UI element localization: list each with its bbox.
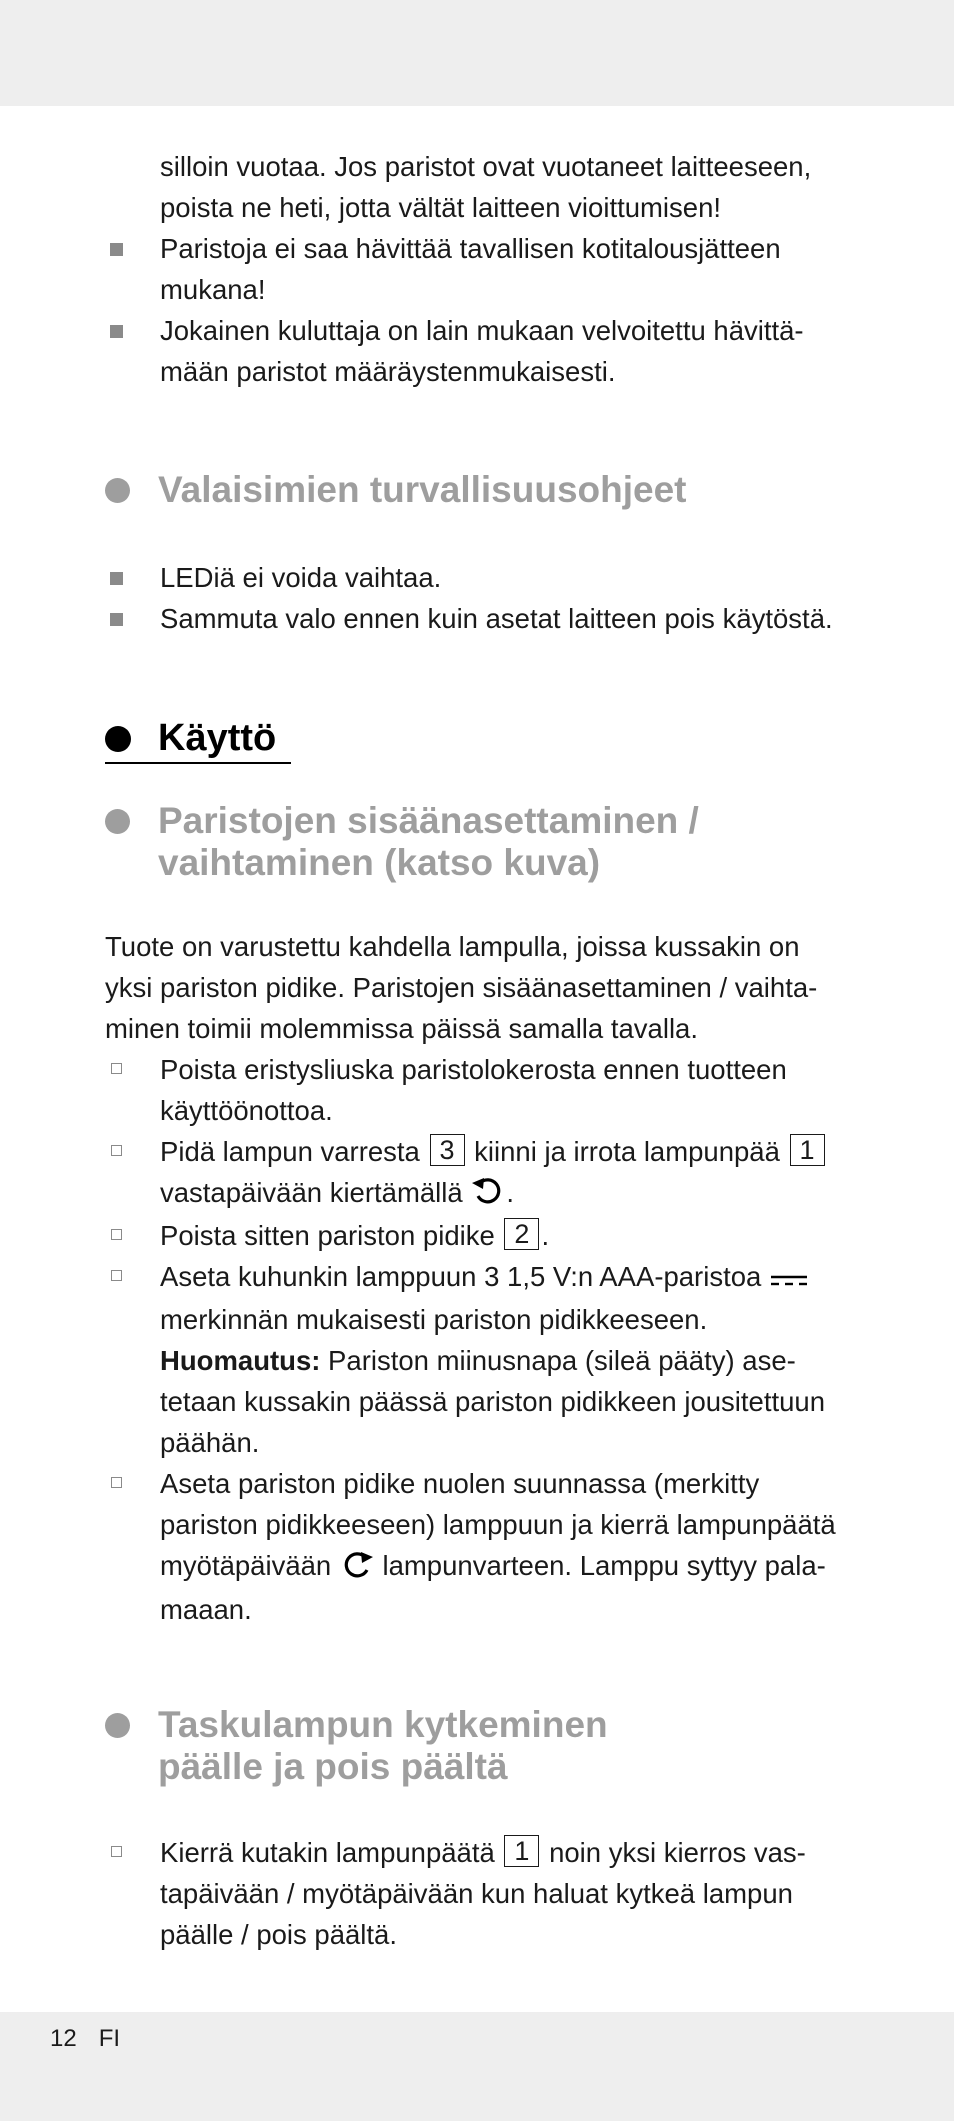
heading-text: vaihtaminen (katso kuva) xyxy=(158,842,601,883)
reference-number-box: 1 xyxy=(504,1835,539,1867)
step-line: päähän. xyxy=(160,1427,260,1459)
bullet-line: Jokainen kuluttaja on lain mukaan velvoitettu hävittä- xyxy=(160,315,804,346)
heading-text: Käyttö xyxy=(158,717,277,759)
step-line: päälle / pois päältä. xyxy=(160,1919,397,1950)
bullet-line: LEDiä ei voida vaihtaa. xyxy=(160,562,442,593)
step-line: Aseta pariston pidike nuolen suunnassa (merkitty xyxy=(160,1468,760,1500)
step-text: Kierrä kutakin lampunpäätä xyxy=(160,1837,495,1868)
section-heading-switch xyxy=(158,1704,608,1788)
heading-text: Paristojen sisäänasettaminen / xyxy=(158,800,699,841)
step-line: tapäivään / myötäpäivään kun haluat kytkeä lampun xyxy=(160,1878,793,1909)
paragraph-line: minen toimii molemmissa päissä samalla tavalla. xyxy=(105,1013,698,1044)
top-band xyxy=(0,0,954,106)
square-bullet-icon xyxy=(110,325,123,338)
list-item xyxy=(105,310,905,392)
checkbox-bullet-icon xyxy=(111,1063,122,1074)
note-label: Huomautus: xyxy=(160,1345,321,1377)
checkbox-bullet-icon xyxy=(111,1477,122,1488)
section-heading-use xyxy=(158,716,276,760)
heading-text: päälle ja pois päältä xyxy=(158,1746,508,1787)
step-line: käyttöönottoa. xyxy=(160,1095,333,1126)
checkbox-bullet-icon xyxy=(111,1846,122,1857)
checkbox-bullet-icon xyxy=(111,1270,122,1281)
clockwise-arrow-icon xyxy=(339,1548,375,1589)
step-line: pariston pidikkeeseen) lamppuun ja kierrä lampunpäätä xyxy=(160,1509,836,1541)
light-safety-list xyxy=(105,557,905,639)
paragraph-line: yksi pariston pidike. Paristojen sisäänasettaminen / vaihta- xyxy=(105,972,818,1003)
step-text: Pariston miinusnapa (sileä pääty) ase- xyxy=(320,1345,796,1377)
square-bullet-icon xyxy=(110,572,123,585)
language-code: FI xyxy=(98,2025,121,2052)
heading-underline xyxy=(105,762,291,764)
step-line xyxy=(160,1172,905,1215)
list-item xyxy=(105,598,905,639)
counterclockwise-arrow-icon xyxy=(470,1174,506,1215)
step-text: vastapäivään kiertämällä xyxy=(160,1177,463,1208)
paragraph-line: Tuote on varustettu kahdella lampulla, joissa kussakin on xyxy=(105,931,800,962)
grey-bullet-dot-icon xyxy=(105,1713,130,1738)
intro-block xyxy=(105,146,905,392)
step-item xyxy=(105,1463,905,1629)
heading-text: Taskulampun kytkeminen xyxy=(158,1704,608,1745)
step-text: . xyxy=(541,1220,550,1252)
intro-line: silloin vuotaa. Jos paristot ovat vuotaneet laitteeseen, xyxy=(160,151,812,182)
switch-body xyxy=(105,1832,905,1955)
bottom-band xyxy=(0,2012,954,2121)
reference-number-box: 3 xyxy=(430,1134,465,1166)
step-item xyxy=(105,1131,905,1215)
checkbox-bullet-icon xyxy=(111,1145,122,1156)
page-footer xyxy=(50,2022,120,2056)
square-bullet-icon xyxy=(110,243,123,256)
bullet-line: mukana! xyxy=(160,274,266,305)
step-item xyxy=(105,1215,905,1256)
square-bullet-icon xyxy=(110,613,123,626)
step-text: Poista sitten pariston pidike xyxy=(160,1220,495,1252)
step-text: kiinni ja irrota lampunpää xyxy=(474,1136,780,1167)
grey-bullet-dot-icon xyxy=(105,809,130,834)
list-item xyxy=(105,228,905,310)
step-text: lampunvarteen. Lamppu syttyy pala- xyxy=(382,1550,826,1582)
step-line xyxy=(160,1131,905,1172)
batteries-body xyxy=(105,926,905,1630)
step-line xyxy=(160,1256,905,1299)
step-line: Poista eristysliuska paristolokerosta ennen tuotteen xyxy=(160,1054,787,1085)
reference-number-box: 1 xyxy=(790,1134,825,1166)
step-line: maaan. xyxy=(160,1593,252,1625)
step-text: . xyxy=(506,1177,514,1208)
step-line: tetaan kussakin päässä pariston pidikkeen jousitettuun xyxy=(160,1386,826,1418)
bullet-line: mään paristot määräystenmukaisesti. xyxy=(160,356,616,387)
step-text: Pidä lampun varresta xyxy=(160,1136,420,1167)
step-line xyxy=(160,1832,905,1873)
bullet-line: Sammuta valo ennen kuin asetat laitteen pois käytöstä. xyxy=(160,603,833,634)
step-line: merkinnän mukaisesti pariston pidikkeeseen. xyxy=(160,1304,708,1336)
step-item xyxy=(105,1049,905,1131)
intro-line: poista ne heti, jotta vältät laitteen vioittumisen! xyxy=(160,192,722,223)
step-text: Aseta kuhunkin lamppuun 3 1,5 V:n AAA-paristoa xyxy=(160,1261,762,1293)
step-line xyxy=(160,1340,905,1381)
step-text: myötäpäivään xyxy=(160,1550,332,1582)
list-item xyxy=(105,557,905,598)
section-heading-light-safety xyxy=(158,469,686,511)
step-item xyxy=(105,1832,905,1955)
grey-bullet-dot-icon xyxy=(105,478,130,503)
step-item xyxy=(105,1256,905,1463)
heading-text: Valaisimien turvallisuusohjeet xyxy=(158,469,687,510)
black-bullet-dot-icon xyxy=(105,726,131,752)
reference-number-box: 2 xyxy=(504,1218,539,1250)
page-number: 12 xyxy=(50,2025,77,2052)
dc-voltage-symbol-icon xyxy=(769,1258,809,1299)
step-line xyxy=(160,1215,905,1256)
checkbox-bullet-icon xyxy=(111,1229,122,1240)
step-text: noin yksi kierros vas- xyxy=(549,1837,806,1868)
bullet-line: Paristoja ei saa hävittää tavallisen kotitalousjätteen xyxy=(160,233,781,264)
section-heading-batteries xyxy=(158,800,699,884)
step-line xyxy=(160,1545,905,1588)
